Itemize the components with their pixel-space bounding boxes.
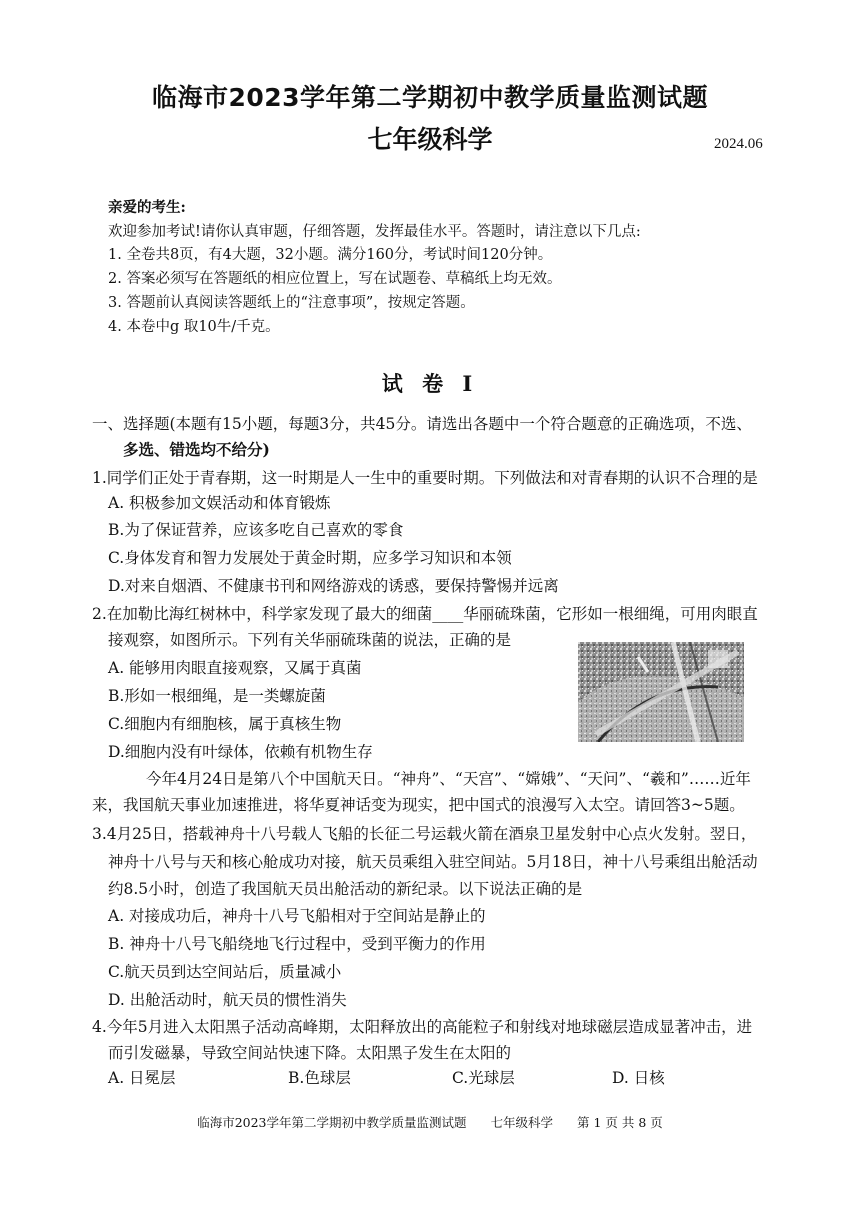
question-4-stem-cont: 而引发磁暴，导致空间站快速下降。太阳黑子发生在太阳的: [108, 1044, 512, 1062]
question-4-stem: 4.今年5月进入太阳黑子活动高峰期，太阳释放出的高能粒子和射线对地球磁层造成显著冲击，进: [92, 1018, 753, 1036]
footer-subject: 七年级科学: [490, 1115, 554, 1130]
passage-text-cont: 来，我国航天事业加速推进，将华夏神话变为现实，把中国式的浪漫写入太空。请回答3~5题。: [92, 796, 745, 814]
question-2-stem-cont: 接观察，如图所示。下列有关华丽硫珠菌的说法，正确的是: [108, 631, 512, 649]
document-subtitle: 七年级科学: [367, 125, 493, 154]
notice-item-3: 3. 答题前认真阅读答题纸上的“注意事项”，按规定答题。: [108, 295, 475, 311]
question-3-option-a: A. 对接成功后，神舟十八号飞船相对于空间站是静止的: [108, 907, 486, 925]
question-3-stem-cont: 神舟十八号与天和核心舱成功对接，航天员乘组入驻空间站。5月18日，神十八号乘组出舱活动: [108, 853, 758, 871]
section-title: 试 卷 I: [381, 371, 479, 396]
question-4-option-c: C.光球层: [452, 1069, 515, 1087]
passage-text: 今年4月24日是第八个中国航天日。“神舟”、“天宫”、“嫦娥”、“天问”、“羲和”……近年: [146, 770, 751, 788]
question-3-option-c: C.航天员到达空间站后，质量减小: [108, 963, 342, 981]
document-title: 临海市2023学年第二学期初中教学质量监测试题: [151, 83, 709, 112]
notice-item-4: 4. 本卷中g 取10牛/千克。: [108, 319, 280, 335]
question-1-stem: 1.同学们正处于青春期，这一时期是人一生中的重要时期。下列做法和对青春期的认识不合理的是: [92, 469, 758, 487]
bacteria-photo: [578, 642, 744, 742]
question-4-option-b: B.色球层: [288, 1069, 351, 1087]
question-2-option-d: D.细胞内没有叶绿体，依赖有机物生存: [108, 743, 373, 761]
question-1-option-d: D.对来自烟酒、不健康书刊和网络游戏的诱惑，要保持警惕并远离: [108, 577, 559, 595]
question-1-option-b: B.为了保证营养，应该多吃自己喜欢的零食: [108, 521, 404, 539]
section-instructions: 一、选择题(本题有15小题，每题3分，共45分。请选出各题中一个符合题意的正确选项，不选、: [92, 415, 752, 433]
question-2-option-b: B.形如一根细绳，是一类螺旋菌: [108, 687, 326, 705]
notice-greeting: 亲爱的考生:: [108, 199, 186, 216]
exam-date: 2024.06: [714, 136, 763, 152]
notice-item-2: 2. 答案必须写在答题纸的相应位置上，写在试题卷、草稿纸上均无效。: [108, 271, 562, 287]
question-3-option-d: D. 出舱活动时，航天员的惯性消失: [108, 991, 347, 1009]
footer-page-number: 第 1 页 共 8 页: [577, 1115, 663, 1130]
question-4-option-d: D. 日核: [612, 1069, 665, 1087]
question-4-option-a: A. 日冕层: [108, 1069, 176, 1087]
question-1-option-a: A. 积极参加文娱活动和体育锻炼: [108, 494, 331, 512]
notice-item-1: 1. 全卷共8页，有4大题，32小题。满分160分，考试时间120分钟。: [108, 247, 553, 263]
question-2-option-c: C.细胞内有细胞核，属于真核生物: [108, 715, 342, 733]
notice-intro: 欢迎参加考试!请你认真审题，仔细答题，发挥最佳水平。答题时，请注意以下几点:: [108, 224, 641, 240]
question-3-stem-cont-2: 约8.5小时，创造了我国航天员出舱活动的新纪录。以下说法正确的是: [108, 880, 583, 898]
section-instructions-cont: 多选、错选均不给分): [123, 440, 270, 459]
question-3-option-b: B. 神舟十八号飞船绕地飞行过程中，受到平衡力的作用: [108, 935, 486, 953]
page-footer: [0, 1113, 860, 1131]
question-2-option-a: A. 能够用肉眼直接观察，又属于真菌: [108, 659, 362, 677]
footer-exam-title: 临海市2023学年第二学期初中教学质量监测试题: [197, 1115, 467, 1130]
question-1-option-c: C.身体发育和智力发展处于黄金时期，应多学习知识和本领: [108, 549, 512, 567]
question-3-stem: 3.4月25日，搭载神舟十八号载人飞船的长征二号运载火箭在酒泉卫星发射中心点火发射。翌日，: [92, 825, 757, 843]
question-2-stem: 2.在加勒比海红树林中，科学家发现了最大的细菌____华丽硫珠菌，它形如一根细绳，可用肉眼直: [92, 605, 758, 623]
